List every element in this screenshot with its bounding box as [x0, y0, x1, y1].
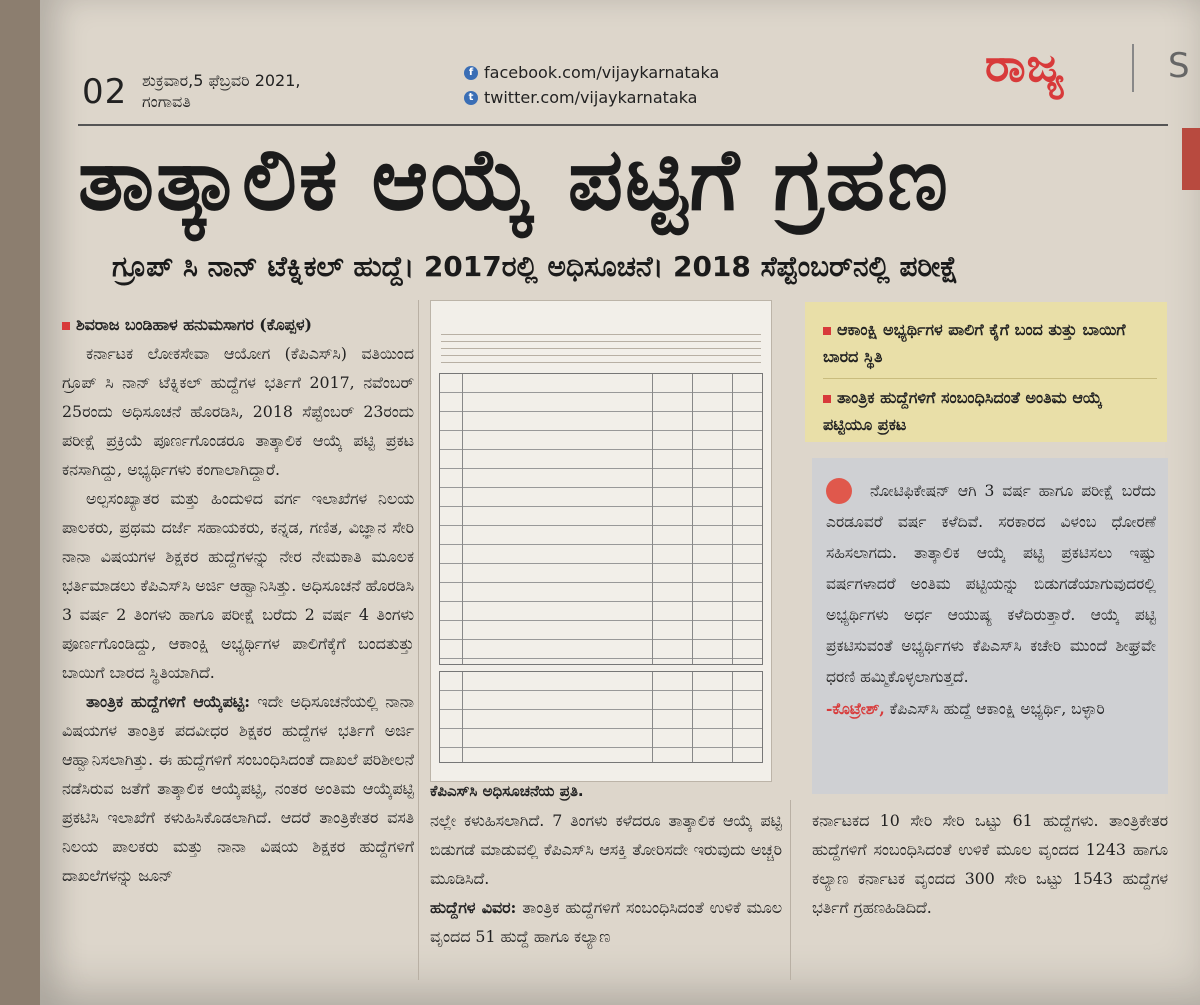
city-text: ಗಂಗಾವತಿ — [142, 92, 191, 111]
edge-color-block — [1182, 128, 1200, 190]
bullet-icon — [823, 327, 831, 335]
article-column-3 — [812, 806, 1168, 922]
image-caption: ಕೆಪಿಎಸ್‌ಸಿ ಅಧಿಸೂಚನೆಯ ಪ್ರತಿ. — [430, 782, 584, 800]
quote-attribution — [826, 693, 1156, 725]
subheadline: ಗ್ರೂಪ್‌ ಸಿ ನಾನ್‌ ಟೆಕ್ನಿಕಲ್‌ ಹುದ್ದೆ। 2017ರಲ್ಲಿ ಅಧಿಸೂಚನೆ। 2018 ಸೆಪ್ಟೆಂಬರ್‌ನಲ್ಲಿ ಪರೀಕ್ಷೆ — [112, 250, 959, 283]
highlights-box — [805, 302, 1167, 442]
paragraph-2: ಅಲ್ಪಸಂಖ್ಯಾತರ ಮತ್ತು ಹಿಂದುಳಿದ ವರ್ಗ ಇಲಾಖೆಗಳ ನಿಲಯ ಪಾಲಕರು, ಪ್ರಥಮ ದರ್ಜೆ ಸಹಾಯಕರು, ಕನ್ನಡ, ಗಣಿತ, ವಿಜ್ಞಾನ ಸೇರಿ ನಾನಾ ವಿಷಯಗಳ ಶಿಕ್ಷಕರ ಹುದ್ದೆಗಳನ್ನು ನೇರ ನೇಮಕಾತಿ ಮೂಲಕ ಭರ್ತಿಮಾಡಲು ಕೆಪಿಎಸ್‌ಸಿ ಅರ್ಜಿ ಆಹ್ವಾನಿಸಿತ್ತು. ಅಧಿಸೂಚನೆ ಹೊರಡಿಸಿ 3 ವರ್ಷ 2 ತಿಂಗಳು ಹಾಗೂ ಪರೀಕ್ಷೆ ಬರೆದು 2 ವರ್ಷ 4 ತಿಂಗಳು ಪೂರ್ಣಗೊಂಡಿದ್ದು, ಆಕಾಂಕ್ಷಿ ಅಭ್ಯರ್ಥಿಗಳ ಪಾಲಿಗೆಕ್ಕೆಗೆ ಬಂದತುತ್ತು ಬಾಯಿಗೆ ಬಾರದ ಸ್ಥಿತಿಯಾಗಿದೆ. — [62, 489, 414, 682]
quote-author-desc: ಕೆಪಿಎಸ್‌ಸಿ ಹುದ್ದೆ ಆಕಾಂಕ್ಷಿ ಅಭ್ಯರ್ಥಿ, ಬಳ್ಳಾರಿ — [884, 700, 1105, 718]
column-divider — [418, 300, 419, 980]
subheading-technical: ತಾಂತ್ರಿಕ ಹುದ್ದೆಗಳಿಗೆ ಆಯ್ಕೆಪಟ್ಟಿ: — [86, 692, 251, 711]
twitter-icon: t — [464, 91, 478, 105]
subheading-posts: ಹುದ್ದೆಗಳ ವಿವರ: — [430, 898, 517, 917]
section-title: ರಾಜ್ಯ — [985, 38, 1065, 92]
paragraph-6: ಕರ್ನಾಟಕದ 10 ಸೇರಿ ಸೇರಿ ಒಟ್ಟು 61 ಹುದ್ದೆಗಳು. ತಾಂತ್ರಿಕೇತರ ಹುದ್ದೆಗಳಿಗೆ ಸಂಬಂಧಿಸಿದಂತೆ ಉಳಿಕೆ ಮೂಲ ವೃಂದದ 1243 ಹಾಗೂ ಕಲ್ಯಾಣ ಕರ್ನಾಟಕ ವೃಂದದ 300 ಸೇರಿ ಒಟ್ಟು 1543 ಹುದ್ದೆಗಳ ಭರ್ತಿಗೆ ಗ್ರಹಣಹಿಡಿದಿದೆ. — [812, 811, 1168, 917]
notification-document-image — [430, 300, 772, 782]
headline: ತಾತ್ಕಾಲಿಕ ಆಯ್ಕೆ ಪಟ್ಟಿಗೆ ಗ್ರಹಣ — [78, 130, 950, 230]
quote-text: ನೋಟಿಫಿಕೇಷನ್‌ ಆಗಿ 3 ವರ್ಷ ಹಾಗೂ ಪರೀಕ್ಷೆ ಬರೆದು ಎರಡೂವರೆ ವರ್ಷ ಕಳೆದಿವೆ. ಸರಕಾರದ ವಿಳಂಬ ಧೋರಣೆ ಸಹಿಸಲಾಗದು. ತಾತ್ಕಾಲಿಕ ಆಯ್ಕೆ ಪಟ್ಟಿ ಪ್ರಕಟಿಸಲು ಇಷ್ಟು ವರ್ಷಗಳಾದರೆ ಅಂತಿಮ ಪಟ್ಟಿಯನ್ನು ಬಿಡುಗಡೆಯಾಗುವುದರಲ್ಲಿ ಅಭ್ಯರ್ಥಿಗಳು ಅರ್ಧ ಆಯುಷ್ಯ ಕಳೆದಿರುತ್ತಾರೆ. ಆಯ್ಕೆ ಪಟ್ಟಿ ಪ್ರಕಟಿಸುವಂತೆ ಅಭ್ಯರ್ಥಿಗಳು ಕೆಪಿಎಸ್‌ಸಿ ಕಚೇರಿ ಮುಂದೆ ಶೀಘ್ರವೇ ಧರಣಿ ಹಮ್ಮಿಕೊಳ್ಳಲಾಗುತ್ತದೆ. — [826, 482, 1156, 686]
doc-table-1 — [439, 373, 763, 665]
section-next-letter: S — [1168, 46, 1190, 86]
facebook-link — [464, 60, 719, 85]
article-column-2 — [430, 806, 782, 951]
byline-marker-icon — [62, 322, 70, 330]
section-divider — [1132, 44, 1134, 92]
paragraph-3 — [62, 687, 414, 890]
quote-text-block — [826, 476, 1156, 725]
page-number: 02 — [82, 72, 128, 112]
doc-paragraph-lines — [441, 331, 761, 363]
quote-author: -ಕೊಟ್ರೇಶ್‌, — [826, 699, 885, 718]
highlight-divider — [823, 378, 1157, 379]
paragraph-4: ನಲ್ಲೇ ಕಳುಹಿಸಲಾಗಿದೆ. 7 ತಿಂಗಳು ಕಳೆದರೂ ತಾತ್ಕಾಲಿಕ ಆಯ್ಕೆ ಪಟ್ಟಿ ಬಿಡುಗಡೆ ಮಾಡುವಲ್ಲಿ ಕೆಪಿಎಸ್‌ಸಿ ಆಸಕ್ತಿ ತೋರಿಸದೇ ಇರುವುದು ಅಚ್ಚರಿ ಮೂಡಿಸಿದೆ. — [430, 811, 782, 888]
doc-title-line — [431, 319, 771, 328]
twitter-url: twitter.com/vijaykarnataka — [484, 88, 698, 107]
twitter-link — [464, 85, 719, 110]
facebook-url: facebook.com/vijaykarnataka — [484, 63, 720, 82]
byline — [62, 310, 414, 339]
doc-header-lines — [439, 305, 763, 312]
dateline — [142, 70, 301, 112]
byline-text: ಶಿವರಾಜ ಬಂಡಿಹಾಳ ಹನುಮಸಾಗರ (ಕೊಪ್ಪಳ) — [76, 315, 312, 334]
paragraph-1: ಕರ್ನಾಟಕ ಲೋಕಸೇವಾ ಆಯೋಗ (ಕೆಪಿಎಸ್‌ಸಿ) ವತಿಯಿಂದ ಗ್ರೂಪ್‌ ಸಿ ನಾನ್‌ ಟೆಕ್ನಿಕಲ್‌ ಹುದ್ದೆಗಳ ಭರ್ತಿಗೆ 2017, ನವೆಂಬರ್‌ 25ರಂದು ಅಧಿಸೂಚನೆ ಹೊರಡಿಸಿ, 2018 ಸೆಪ್ಟೆಂಬರ್‌ 23ರಂದು ಪರೀಕ್ಷೆ ಪ್ರಕ್ರಿಯೆ ಪೂರ್ಣಗೊಂಡರೂ ತಾತ್ಕಾಲಿಕ ಆಯ್ಕೆ ಪಟ್ಟಿ ಪ್ರಕಟ ಕನಸಾಗಿದ್ದು, ಅಭ್ಯರ್ಥಿಗಳು ಕಂಗಾಲಾಗಿದ್ದಾರೆ. — [62, 344, 414, 479]
highlight-item — [823, 316, 1153, 370]
paragraph-5-text: ತಾಂತ್ರಿಕ ಹುದ್ದೆಗಳಿಗೆ ಸಂಬಂಧಿಸಿದಂತೆ ಉಳಿಕೆ ಮೂಲ ವೃಂದದ 51 ಹುದ್ದೆ ಹಾಗೂ ಕಲ್ಯಾಣ — [430, 898, 782, 946]
date-text: ಶುಕ್ರವಾರ,5 ಫೆಬ್ರವರಿ 2021, — [142, 71, 301, 90]
paragraph-5 — [430, 893, 782, 951]
bullet-icon — [823, 395, 831, 403]
highlight-text: ತಾಂತ್ರಿಕ ಹುದ್ದೆಗಳಿಗೆ ಸಂಬಂಧಿಸಿದಂತೆ ಅಂತಿಮ ಆಯ್ಕೆ ಪಟ್ಟಿಯೂ ಪ್ರಕಟ — [823, 388, 1103, 434]
doc-table-2 — [439, 671, 763, 763]
social-links — [464, 60, 719, 110]
facebook-icon: f — [464, 66, 478, 80]
highlight-item — [823, 384, 1153, 438]
header-rule — [78, 124, 1168, 126]
column-divider-2 — [790, 800, 791, 980]
article-column-1 — [62, 310, 414, 890]
paragraph-3-text: ಇದೇ ಅಧಿಸೂಚನೆಯಲ್ಲಿ ನಾನಾ ವಿಷಯಗಳ ತಾಂತ್ರಿಕ ಪದವೀಧರ ಶಿಕ್ಷಕರ ಹುದ್ದೆಗಳ ಭರ್ತಿಗೆ ಅರ್ಜಿ ಆಹ್ವಾನಿಸಲಾಗಿತ್ತು. ಈ ಹುದ್ದೆಗಳಿಗೆ ಸಂಬಂಧಿಸಿದಂತೆ ದಾಖಲೆ ಪರಿಶೀಲನೆ ನಡೆಸಿರುವ ಜತೆಗೆ ತಾತ್ಕಾಲಿಕ ಆಯ್ಕೆಪಟ್ಟಿ, ನಂತರ ಅಂತಿಮ ಆಯ್ಕೆಪಟ್ಟಿ ಪ್ರಕಟಿಸಿ ಇಲಾಖೆಗೆ ಕಳುಹಿಸಿಕೊಡಲಾಗಿದೆ. ಆದರೆ ತಾಂತ್ರಿಕೇತರ ವಸತಿ ನಿಲಯ ಪಾಲಕರು ಮತ್ತು ನಾನಾ ವಿಷಯ ಶಿಕ್ಷಕರ ಹುದ್ದೆಗಳಿಗೆ ದಾಖಲೆಗಳನ್ನು ಜೂನ್‌ — [62, 692, 414, 885]
highlight-text: ಆಕಾಂಕ್ಷಿ ಅಭ್ಯರ್ಥಿಗಳ ಪಾಲಿಗೆ ಕೈಗೆ ಬಂದ ತುತ್ತು ಬಾಯಿಗೆ ಬಾರದ ಸ್ಥಿತಿ — [823, 320, 1126, 366]
